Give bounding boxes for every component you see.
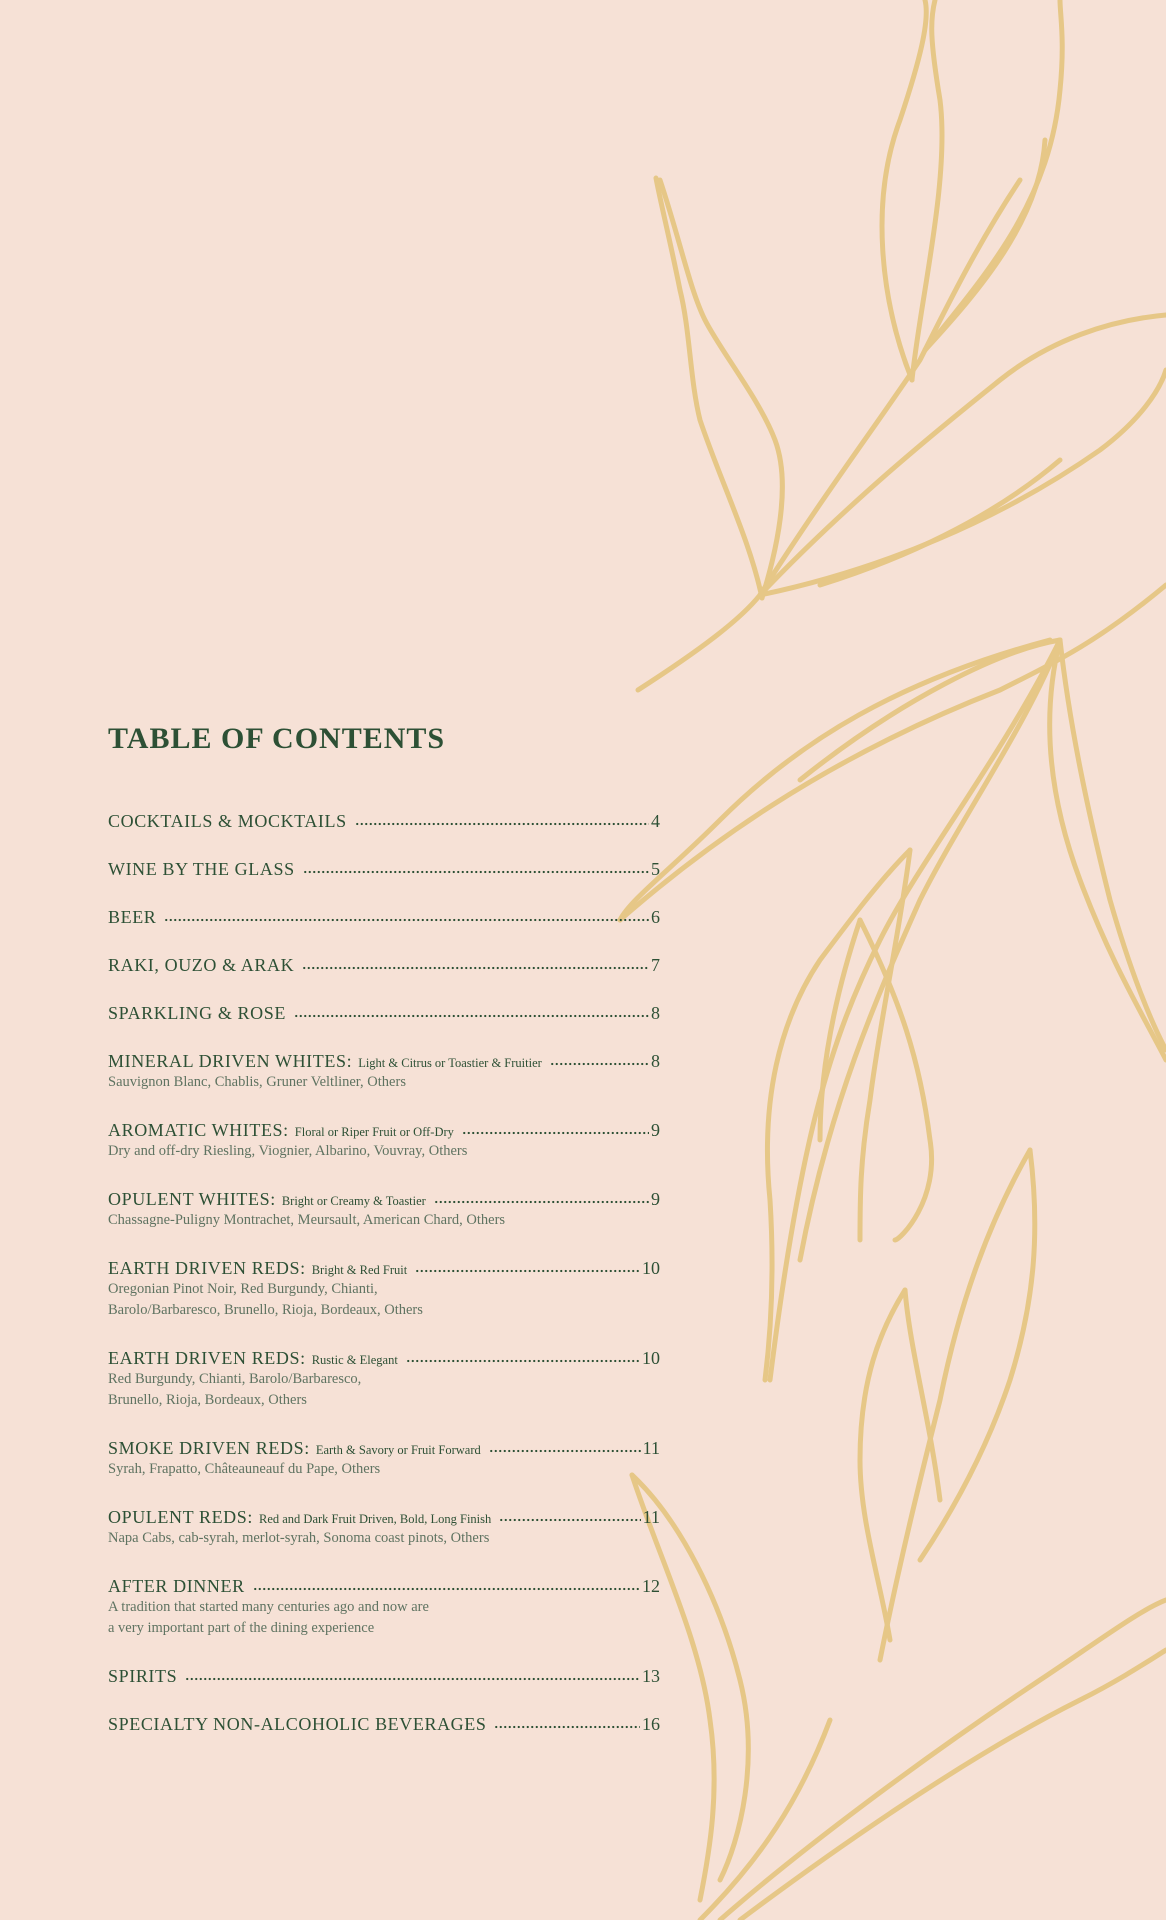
toc-entry-description: Dry and off-dry Riesling, Viognier, Albarino, Vouvray, Others xyxy=(108,1143,468,1159)
toc-dot-leader xyxy=(550,1062,649,1066)
toc-entry-line xyxy=(108,954,660,976)
toc-entry-name: SPIRITS xyxy=(108,1666,178,1686)
toc-entry-name: BEER xyxy=(108,907,157,927)
toc-entry-qualifier: Bright & Red Fruit xyxy=(311,1263,408,1277)
toc-entry-line xyxy=(108,1257,660,1279)
toc-page-number: 11 xyxy=(642,1438,660,1458)
toc-entry-description: Brunello, Rioja, Bordeaux, Others xyxy=(108,1392,307,1408)
toc-entry[interactable] xyxy=(108,1050,660,1093)
toc-dot-leader xyxy=(489,1449,641,1453)
toc-page-number: 9 xyxy=(651,1120,660,1140)
toc-page-number: 13 xyxy=(642,1666,660,1686)
toc-entry-description: A tradition that started many centuries ago and now are xyxy=(108,1599,429,1615)
toc-entry-line xyxy=(108,1713,660,1735)
toc-entry[interactable] xyxy=(108,1119,660,1162)
toc-entry-name: AROMATIC WHITES: xyxy=(108,1120,289,1140)
toc-entry-name: OPULENT WHITES: xyxy=(108,1189,276,1209)
toc-page-number: 9 xyxy=(651,1189,660,1209)
toc-entry[interactable] xyxy=(108,1257,660,1321)
toc-entry-name: WINE BY THE GLASS xyxy=(108,859,295,879)
toc-entry-line xyxy=(108,1002,660,1024)
toc-entry-line xyxy=(108,1575,660,1597)
toc-entry[interactable] xyxy=(108,1506,660,1549)
toc-entry-line xyxy=(108,1665,660,1687)
toc-entry-qualifier: Light & Citrus or Toastier & Fruitier xyxy=(358,1056,542,1070)
toc-entry-line xyxy=(108,810,660,832)
toc-entry-line xyxy=(108,1188,660,1210)
toc-page-number: 4 xyxy=(651,811,660,831)
toc-entry-line xyxy=(108,1347,660,1369)
page-title: TABLE OF CONTENTS xyxy=(108,722,446,755)
toc-entry[interactable] xyxy=(108,1665,660,1687)
toc-entry-qualifier: Bright or Creamy & Toastier xyxy=(281,1194,426,1208)
toc-entry-name: SPECIALTY NON-ALCOHOLIC BEVERAGES xyxy=(108,1714,487,1734)
toc-entry-name: OPULENT REDS: xyxy=(108,1507,253,1527)
toc-entry-line xyxy=(108,1050,660,1072)
toc-entry[interactable] xyxy=(108,1188,660,1231)
toc-page-number: 12 xyxy=(642,1576,660,1596)
toc-dot-leader xyxy=(499,1518,640,1522)
toc-entry[interactable] xyxy=(108,1437,660,1480)
toc-page-number: 8 xyxy=(651,1051,660,1071)
toc-entry-description: Oregonian Pinot Noir, Red Burgundy, Chianti, xyxy=(108,1281,378,1297)
toc-entry-line xyxy=(108,1437,660,1459)
toc-entry[interactable] xyxy=(108,810,660,832)
toc-entry-name: SPARKLING & ROSE xyxy=(108,1003,286,1023)
toc-entry-name: COCKTAILS & MOCKTAILS xyxy=(108,811,347,831)
toc-entry[interactable] xyxy=(108,858,660,880)
toc-entry-description: Chassagne-Puligny Montrachet, Meursault, American Chard, Others xyxy=(108,1212,506,1228)
toc-dot-leader xyxy=(434,1200,649,1204)
toc-dot-leader xyxy=(302,966,649,970)
toc-entry-qualifier: Rustic & Elegant xyxy=(311,1353,398,1367)
toc-entry-name: EARTH DRIVEN REDS: xyxy=(108,1258,306,1278)
toc-entry[interactable] xyxy=(108,1002,660,1024)
toc-dot-leader xyxy=(462,1131,649,1135)
toc-entry-name: RAKI, OUZO & ARAK xyxy=(108,955,295,975)
toc-entry[interactable] xyxy=(108,954,660,976)
toc-page-number: 11 xyxy=(642,1507,660,1527)
toc-page-number: 16 xyxy=(642,1714,660,1734)
toc-page-number: 10 xyxy=(642,1348,660,1368)
toc-dot-leader xyxy=(294,1014,649,1018)
toc-dot-leader xyxy=(415,1269,640,1273)
toc-dot-leader xyxy=(355,822,649,826)
toc-page-number: 6 xyxy=(651,907,660,927)
toc-dot-leader xyxy=(303,870,649,874)
toc-dot-leader xyxy=(185,1677,640,1681)
toc-entry-description: Red Burgundy, Chianti, Barolo/Barbaresco, xyxy=(108,1371,362,1387)
toc-page-number: 8 xyxy=(651,1003,660,1023)
toc-page-number: 10 xyxy=(642,1258,660,1278)
toc-entry-description: Napa Cabs, cab-syrah, merlot-syrah, Sonoma coast pinots, Others xyxy=(108,1530,490,1546)
toc-entry-description: Barolo/Barbaresco, Brunello, Rioja, Bordeaux, Others xyxy=(108,1302,423,1318)
toc-entry[interactable] xyxy=(108,1575,660,1639)
toc-entry-qualifier: Earth & Savory or Fruit Forward xyxy=(315,1443,481,1457)
toc-entry-description: Syrah, Frapatto, Châteauneauf du Pape, Others xyxy=(108,1461,381,1477)
toc-entry-line xyxy=(108,858,660,880)
toc-entry[interactable] xyxy=(108,1347,660,1411)
toc-dot-leader xyxy=(253,1587,640,1591)
toc-entry-line xyxy=(108,1119,660,1141)
toc-entry-qualifier: Red and Dark Fruit Driven, Bold, Long Finish xyxy=(258,1512,492,1526)
toc-entry-qualifier: Floral or Riper Fruit or Off-Dry xyxy=(294,1125,454,1139)
toc-dot-leader xyxy=(494,1725,640,1729)
toc-dot-leader xyxy=(406,1359,640,1363)
toc-entry-line xyxy=(108,1506,660,1528)
toc-entry[interactable] xyxy=(108,906,660,928)
toc-page-number: 7 xyxy=(651,955,660,975)
toc-dot-leader xyxy=(164,918,649,922)
toc-entry-description: Sauvignon Blanc, Chablis, Gruner Veltliner, Others xyxy=(108,1074,406,1090)
toc-entry-description: a very important part of the dining experience xyxy=(108,1620,375,1636)
toc-entry-name: EARTH DRIVEN REDS: xyxy=(108,1348,306,1368)
toc-entry-name: AFTER DINNER xyxy=(108,1576,245,1596)
toc-page-number: 5 xyxy=(651,859,660,879)
toc-entry-name: SMOKE DRIVEN REDS: xyxy=(108,1438,310,1458)
toc-entry-name: MINERAL DRIVEN WHITES: xyxy=(108,1051,353,1071)
toc-entry[interactable] xyxy=(108,1713,660,1735)
toc-entry-line xyxy=(108,906,660,928)
